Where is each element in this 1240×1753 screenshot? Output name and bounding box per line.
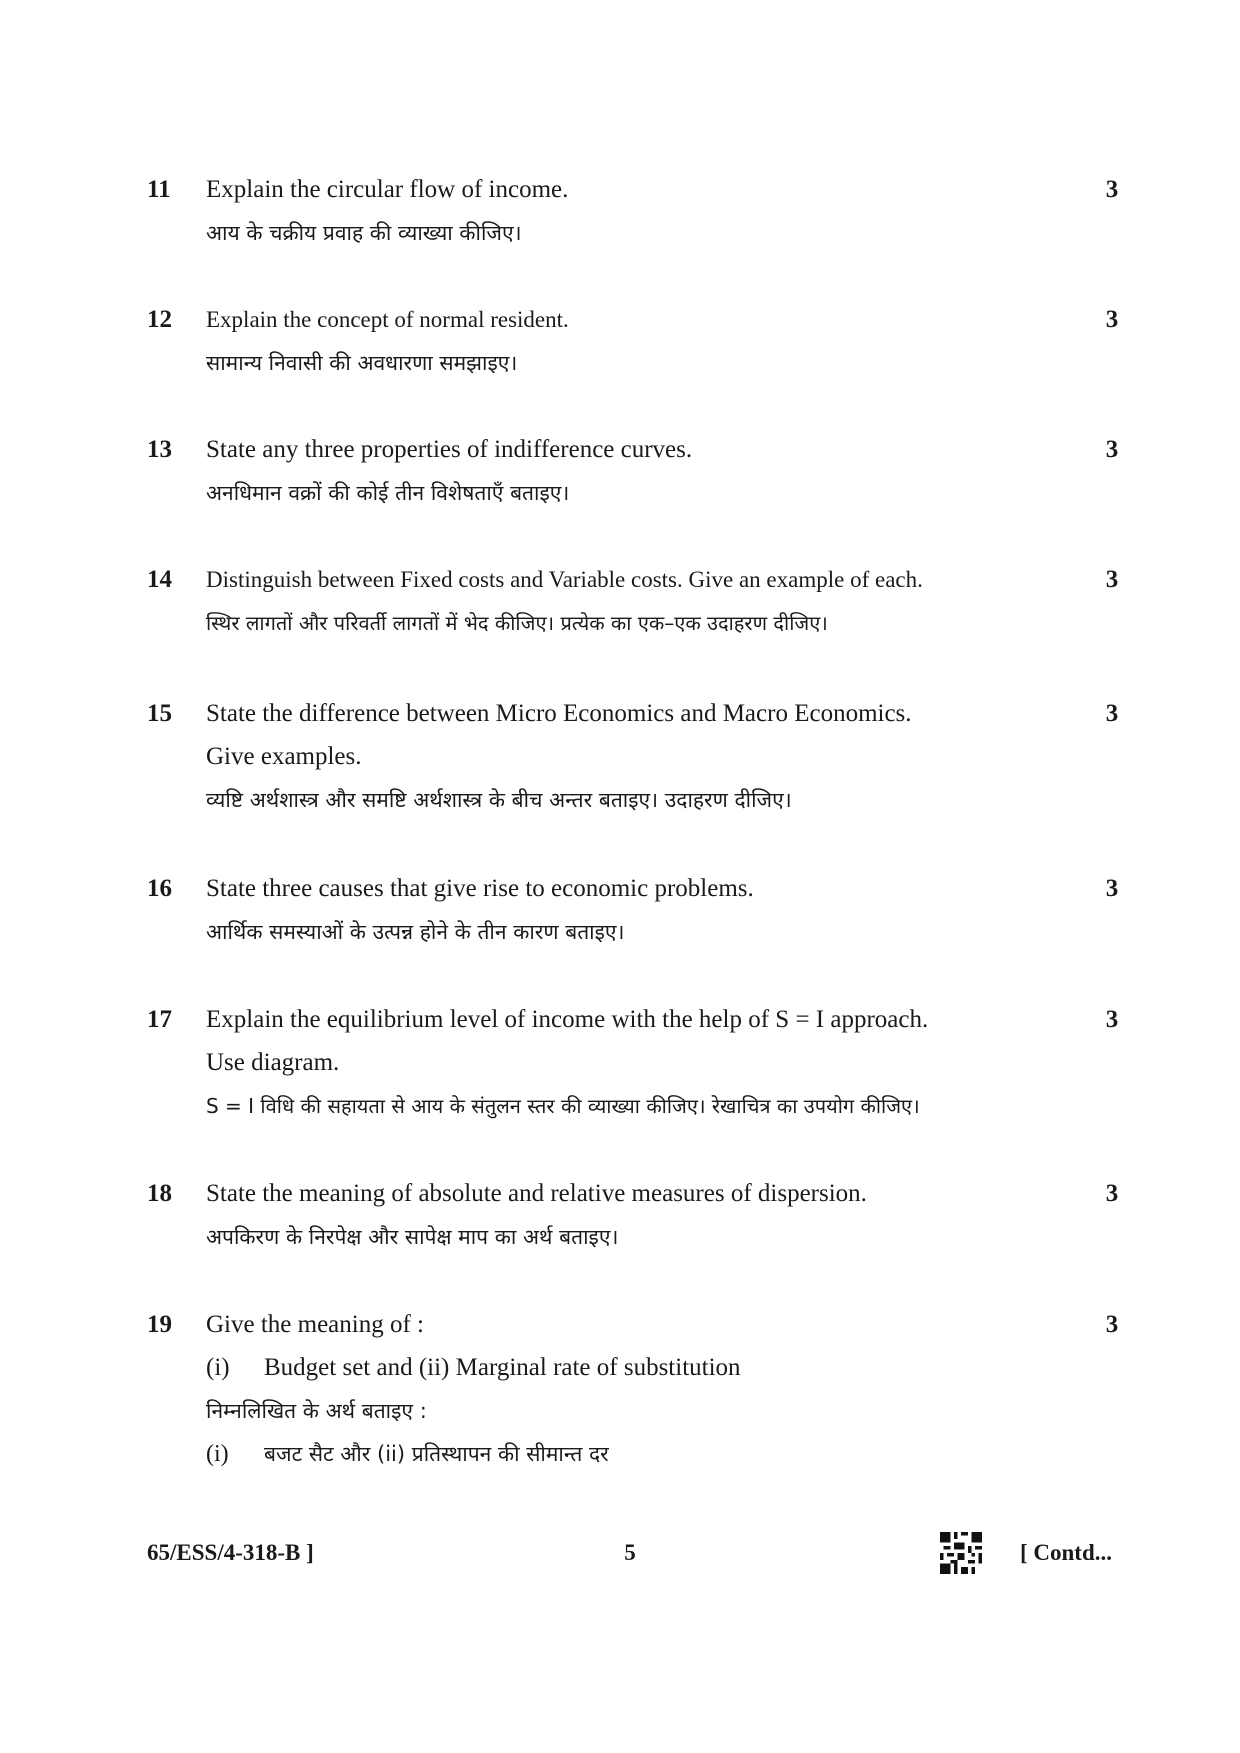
question-marks: 3 xyxy=(1105,306,1119,333)
question-text-hindi: S = I विधि की सहायता से आय के संतुलन स्तर की व्याख्या कीजिए। रेखाचित्र का उपयोग कीजिए। xyxy=(206,1094,920,1118)
question-body xyxy=(206,304,1086,390)
question-number: 16 xyxy=(147,875,172,902)
question-text-hindi: अपकिरण के निरपेक्ष और सापेक्ष माप का अर्थ बताइए। xyxy=(206,1225,619,1249)
question-text-hindi: आर्थिक समस्याओं के उत्पन्न होने के तीन कारण बताइए। xyxy=(206,920,625,944)
question-text-english-cont: Give examples. xyxy=(206,743,362,770)
question-marks: 3 xyxy=(1105,436,1119,463)
question-text-hindi: व्यष्टि अर्थशास्त्र और समष्टि अर्थशास्त्र के बीच अन्तर बताइए। उदाहरण दीजिए। xyxy=(206,788,792,812)
sub-item-text: बजट सैट और (ii) प्रतिस्थापन की सीमान्त दर xyxy=(264,1442,609,1466)
question-text-english: Distinguish between Fixed costs and Variable costs. Give an example of each. xyxy=(206,567,923,592)
question-marks: 3 xyxy=(1105,875,1119,902)
question-marks: 3 xyxy=(1105,1180,1119,1207)
question-number: 13 xyxy=(147,436,172,463)
question-marks: 3 xyxy=(1105,566,1119,593)
question-marks: 3 xyxy=(1105,176,1119,203)
question-text-hindi: निम्नलिखित के अर्थ बताइए : xyxy=(206,1399,427,1423)
question-number: 14 xyxy=(147,566,172,593)
question-marks: 3 xyxy=(1105,700,1119,727)
continued-label: [ Contd... xyxy=(1020,1540,1113,1565)
question-text-english: Explain the equilibrium level of income with the help of S = I approach. xyxy=(206,1006,929,1033)
question-marks: 3 xyxy=(1105,1006,1119,1033)
question-number: 17 xyxy=(147,1006,172,1033)
question-text-hindi: स्थिर लागतों और परिवर्ती लागतों में भेद कीजिए। प्रत्येक का एक–एक उदाहरण दीजिए। xyxy=(206,611,828,635)
qr-code-icon xyxy=(940,1532,982,1574)
question-text-english: Give the meaning of : xyxy=(206,1311,424,1338)
question-text-hindi: सामान्य निवासी की अवधारणा समझाइए। xyxy=(206,351,518,375)
question-text-english: Explain the circular flow of income. xyxy=(206,176,569,203)
question-number: 11 xyxy=(147,176,171,203)
question-number: 19 xyxy=(147,1311,172,1338)
question-text-english: State any three properties of indifference curves. xyxy=(206,436,693,463)
sub-item-hindi xyxy=(206,1438,1086,1481)
question-text-english: State the meaning of absolute and relative measures of dispersion. xyxy=(206,1180,867,1207)
question-body xyxy=(206,564,1086,650)
question-number: 18 xyxy=(147,1180,172,1207)
sub-item-label: (i) xyxy=(206,1354,230,1381)
question-text-english: State three causes that give rise to economic problems. xyxy=(206,875,754,902)
question-body xyxy=(206,1309,1086,1481)
sub-item-label: (i) xyxy=(206,1441,229,1467)
paper-code: 65/ESS/4-318-B ] xyxy=(147,1540,314,1565)
question-body xyxy=(206,174,1086,260)
question-body xyxy=(206,873,1086,959)
question-text-english-cont: Use diagram. xyxy=(206,1049,340,1076)
sub-item-english xyxy=(206,1352,1086,1395)
question-text-hindi: अनधिमान वक्रों की कोई तीन विशेषताएँ बताइए। xyxy=(206,481,570,505)
sub-item-text: Budget set and (ii) Marginal rate of substitution xyxy=(264,1354,741,1381)
question-text-english: Explain the concept of normal resident. xyxy=(206,307,569,332)
question-body xyxy=(206,1004,1086,1133)
question-body xyxy=(206,1178,1086,1264)
question-number: 15 xyxy=(147,700,172,727)
question-text-hindi: आय के चक्रीय प्रवाह की व्याख्या कीजिए। xyxy=(206,221,522,245)
question-number: 12 xyxy=(147,306,172,333)
page-footer xyxy=(0,1540,1240,1580)
question-body xyxy=(206,434,1086,520)
question-text-english: State the difference between Micro Economics and Macro Economics. xyxy=(206,700,912,727)
question-body xyxy=(206,698,1086,827)
page-number: 5 xyxy=(624,1540,636,1565)
question-marks: 3 xyxy=(1105,1311,1119,1338)
